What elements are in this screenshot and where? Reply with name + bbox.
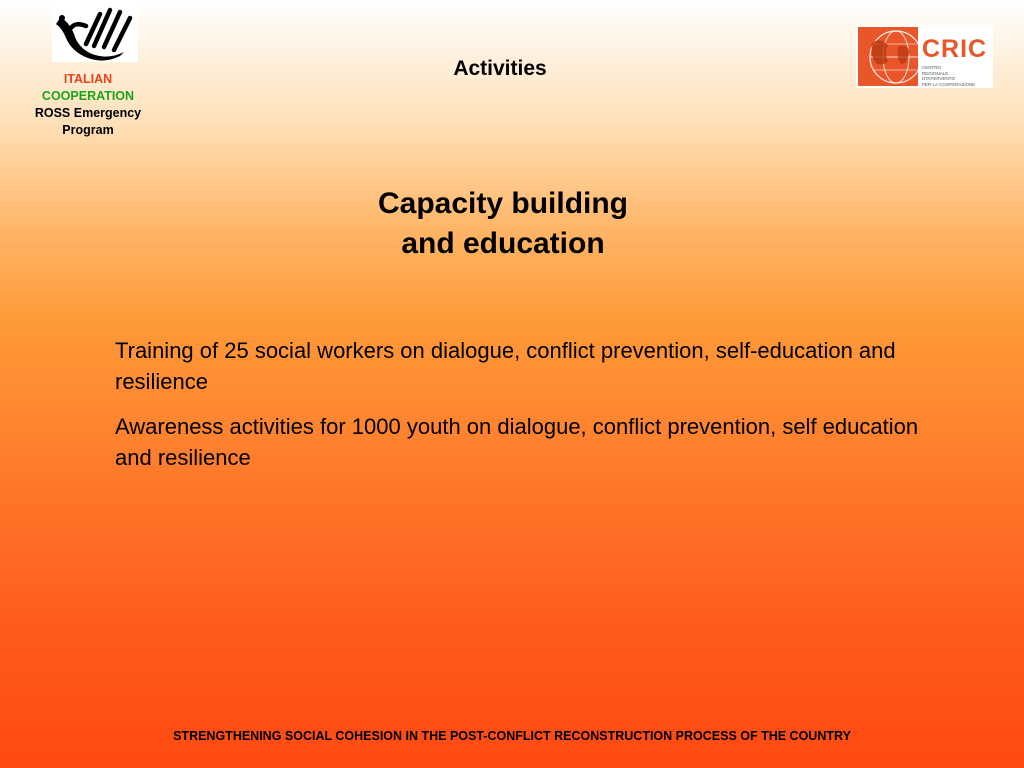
list-item: Awareness activities for 1000 youth on dialogue, conflict prevention, self education and resilience	[115, 414, 919, 470]
cric-subtitle	[922, 65, 990, 87]
header-title: Activities	[453, 57, 547, 80]
cric-sub-line: CENTRO	[922, 65, 941, 70]
org-line-program: Program	[62, 123, 114, 137]
org-name	[20, 71, 156, 139]
org-line-cooperation: COOPERATION	[41, 89, 135, 103]
cric-sub-line: D'INTERVENTO	[922, 76, 955, 81]
dove-hand-icon	[52, 0, 138, 62]
cric-sub-line: REGIONALE	[922, 70, 949, 76]
cric-brand-text: CRIC	[922, 35, 988, 63]
globe-icon	[858, 27, 918, 86]
section-title-line1: Capacity building	[377, 187, 629, 220]
org-line-ross-emergency: ROSS Emergency	[34, 106, 142, 120]
section-title-line2: and education	[401, 227, 605, 260]
cric-sub-line: PER LA COOPERAZIONE	[922, 81, 976, 87]
cric-logo	[856, 25, 993, 88]
content-list	[115, 335, 945, 487]
list-item: Training of 25 social workers on dialogue, conflict prevention, self-education and resilience	[115, 338, 896, 394]
footer-text: STRENGTHENING SOCIAL COHESION IN THE POST-CONFLICT RECONSTRUCTION PROCESS OF THE COUNTRY	[173, 729, 851, 743]
org-line-italian: ITALIAN	[63, 72, 113, 86]
section-title	[300, 184, 706, 264]
italian-cooperation-logo	[52, 0, 138, 62]
